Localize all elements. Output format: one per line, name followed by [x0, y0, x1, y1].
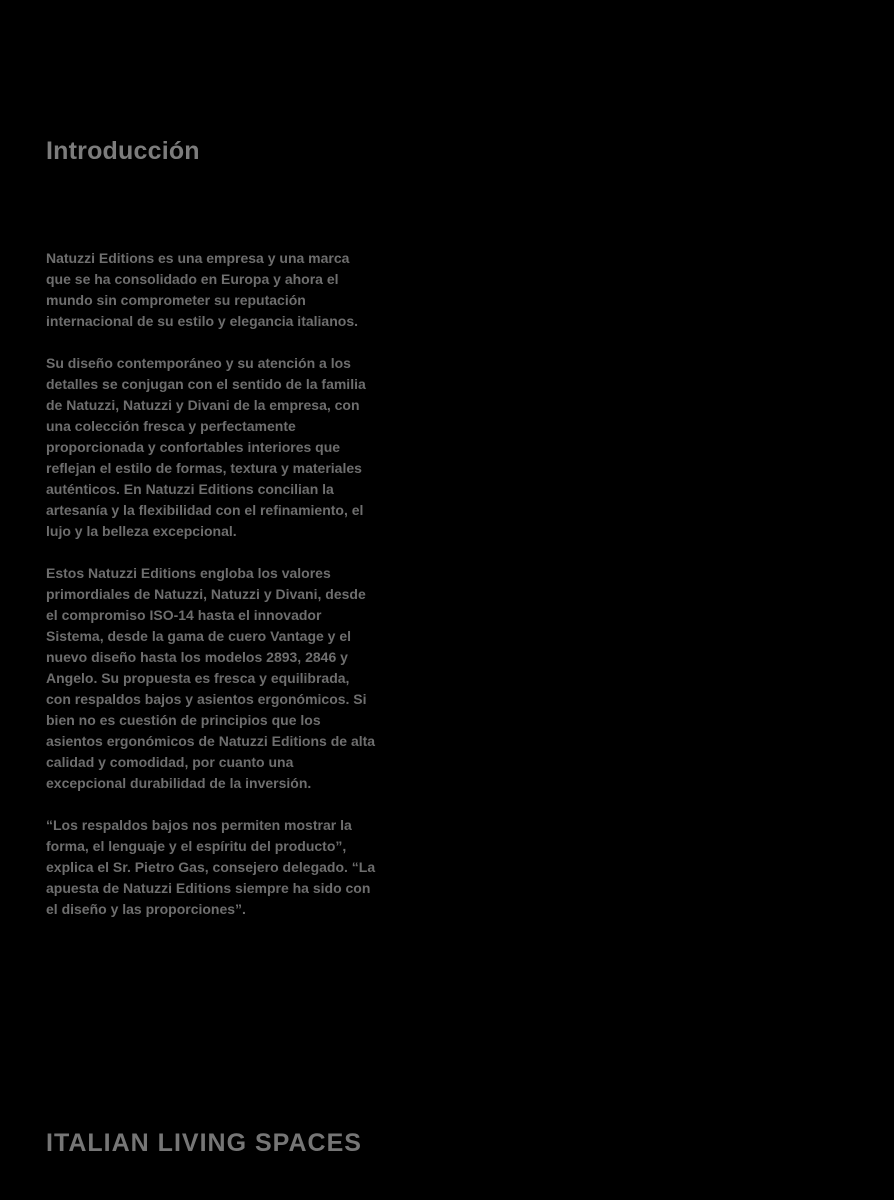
paragraph: Estos Natuzzi Editions engloba los valores primordiales de Natuzzi, Natuzzi y Divani, desde el compromiso ISO-14 hasta el innovador Sistema, desde la gama de cuero Vantage y el nuevo diseño hasta los modelos 2893, 2846 y Angelo. Su propuesta es fresca y equilibrada, con respaldos bajos y asientos ergonómicos. Si bien no es cuestión de principios que los asientos ergonómicos de Natuzzi Editions de alta calidad y comodidad, por cuanto una excepcional durabilidad de la inversión. [46, 565, 376, 791]
body-text [46, 248, 376, 941]
paragraph: “Los respaldos bajos nos permiten mostrar la forma, el lenguaje y el espíritu del producto”, explica el Sr. Pietro Gas, consejero delegado. “La apuesta de Natuzzi Editions siempre ha sido con el diseño y las proporciones”. [46, 817, 376, 917]
section-heading: Introducción [46, 137, 200, 165]
paragraph: Su diseño contemporáneo y su atención a los detalles se conjugan con el sentido de la familia de Natuzzi, Natuzzi y Divani de la empresa, con una colección fresca y perfectamente proporcionada y confortables interiores que reflejan el estilo de formas, textura y materiales auténticos. En Natuzzi Editions concilian la artesanía y la flexibilidad con el refinamiento, el lujo y la belleza excepcional. [46, 355, 366, 539]
paragraph: Natuzzi Editions es una empresa y una marca que se ha consolidado en Europa y ahora el mundo sin comprometer su reputación internacional de su estilo y elegancia italianos. [46, 250, 358, 329]
page-footer: ITALIAN LIVING SPACES [46, 1129, 362, 1157]
